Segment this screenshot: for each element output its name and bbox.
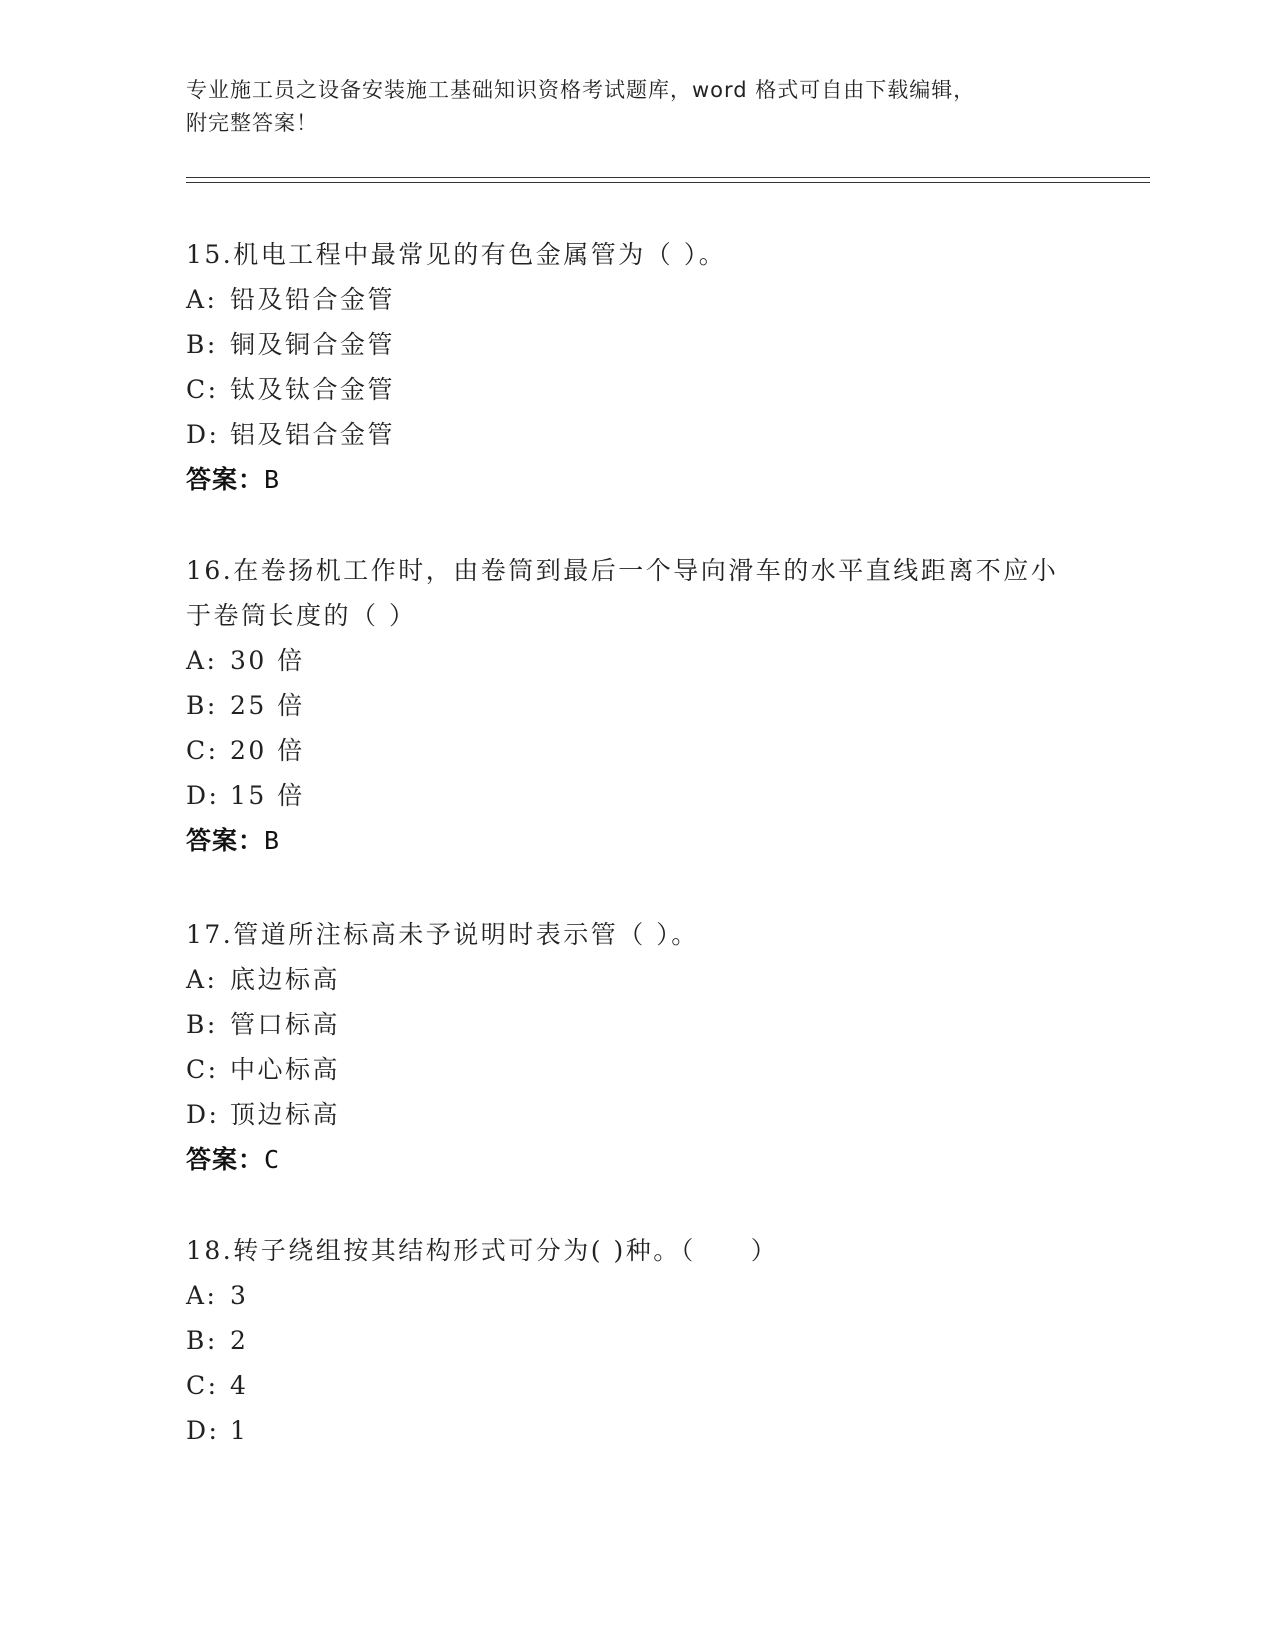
answer-label: 答案： [186, 826, 265, 855]
option-letter: C: [186, 736, 219, 765]
answer-value: B [264, 826, 281, 855]
question-stem: 18.转子绕组按其结构形式可分为( )种。（ ） [186, 1236, 779, 1265]
question-stem: 17.管道所注标高未予说明时表示管（ ）。 [186, 920, 699, 949]
option-b [186, 1318, 1086, 1363]
answer-value: B [264, 465, 281, 494]
option-b [186, 322, 1086, 367]
option-text: 3 [230, 1281, 249, 1310]
option-letter: C: [186, 1055, 219, 1084]
answer-line [186, 1137, 1086, 1182]
option-b [186, 1002, 1086, 1047]
question-17 [186, 912, 1086, 1182]
option-c [186, 728, 1086, 773]
answer-line [186, 457, 1086, 502]
option-a [186, 638, 1086, 683]
option-letter: A: [186, 965, 218, 994]
question-16 [186, 548, 1086, 863]
option-text: 管口标高 [230, 1010, 341, 1039]
question-15 [186, 232, 1086, 502]
document-header [186, 74, 1066, 140]
option-text: 20 倍 [230, 736, 305, 765]
option-letter: D: [186, 1416, 220, 1445]
option-d [186, 412, 1086, 457]
option-text: 中心标高 [230, 1055, 341, 1084]
option-text: 25 倍 [230, 691, 305, 720]
option-c [186, 1047, 1086, 1092]
answer-line [186, 818, 1086, 863]
option-d [186, 1092, 1086, 1137]
option-letter: B: [186, 1326, 218, 1355]
option-text: 铝及铝合金管 [230, 420, 396, 449]
option-b [186, 683, 1086, 728]
question-stem: 16.在卷扬机工作时，由卷筒到最后一个导向滑车的水平直线距离不应小于卷筒长度的（ ） [186, 556, 1059, 630]
option-a [186, 1273, 1086, 1318]
option-letter: B: [186, 330, 218, 359]
option-text: 铅及铅合金管 [230, 285, 396, 314]
header-divider-bottom [186, 182, 1150, 183]
option-text: 4 [230, 1371, 249, 1400]
header-line-1: 专业施工员之设备安装施工基础知识资格考试题库，word 格式可自由下载编辑， [186, 78, 976, 102]
option-text: 底边标高 [230, 965, 341, 994]
question-18 [186, 1228, 1086, 1453]
answer-label: 答案： [186, 465, 265, 494]
option-letter: A: [186, 1281, 218, 1310]
option-c [186, 367, 1086, 412]
option-letter: B: [186, 1010, 218, 1039]
option-text: 30 倍 [230, 646, 305, 675]
option-a [186, 277, 1086, 322]
option-letter: D: [186, 1100, 220, 1129]
question-stem: 15.机电工程中最常见的有色金属管为（ ）。 [186, 240, 727, 269]
option-a [186, 957, 1086, 1002]
option-letter: C: [186, 375, 219, 404]
option-letter: B: [186, 691, 218, 720]
option-text: 1 [230, 1416, 249, 1445]
option-letter: C: [186, 1371, 219, 1400]
header-line-2: 附完整答案！ [186, 111, 318, 135]
answer-label: 答案： [186, 1145, 265, 1174]
option-letter: D: [186, 420, 220, 449]
option-text: 15 倍 [230, 781, 305, 810]
option-letter: A: [186, 646, 218, 675]
option-letter: D: [186, 781, 220, 810]
answer-value: C [264, 1145, 281, 1174]
option-d [186, 1408, 1086, 1453]
option-text: 2 [230, 1326, 249, 1355]
option-text: 钛及钛合金管 [230, 375, 396, 404]
option-text: 铜及铜合金管 [230, 330, 396, 359]
option-letter: A: [186, 285, 218, 314]
option-c [186, 1363, 1086, 1408]
option-d [186, 773, 1086, 818]
option-text: 顶边标高 [230, 1100, 341, 1129]
header-divider-top [186, 177, 1150, 178]
